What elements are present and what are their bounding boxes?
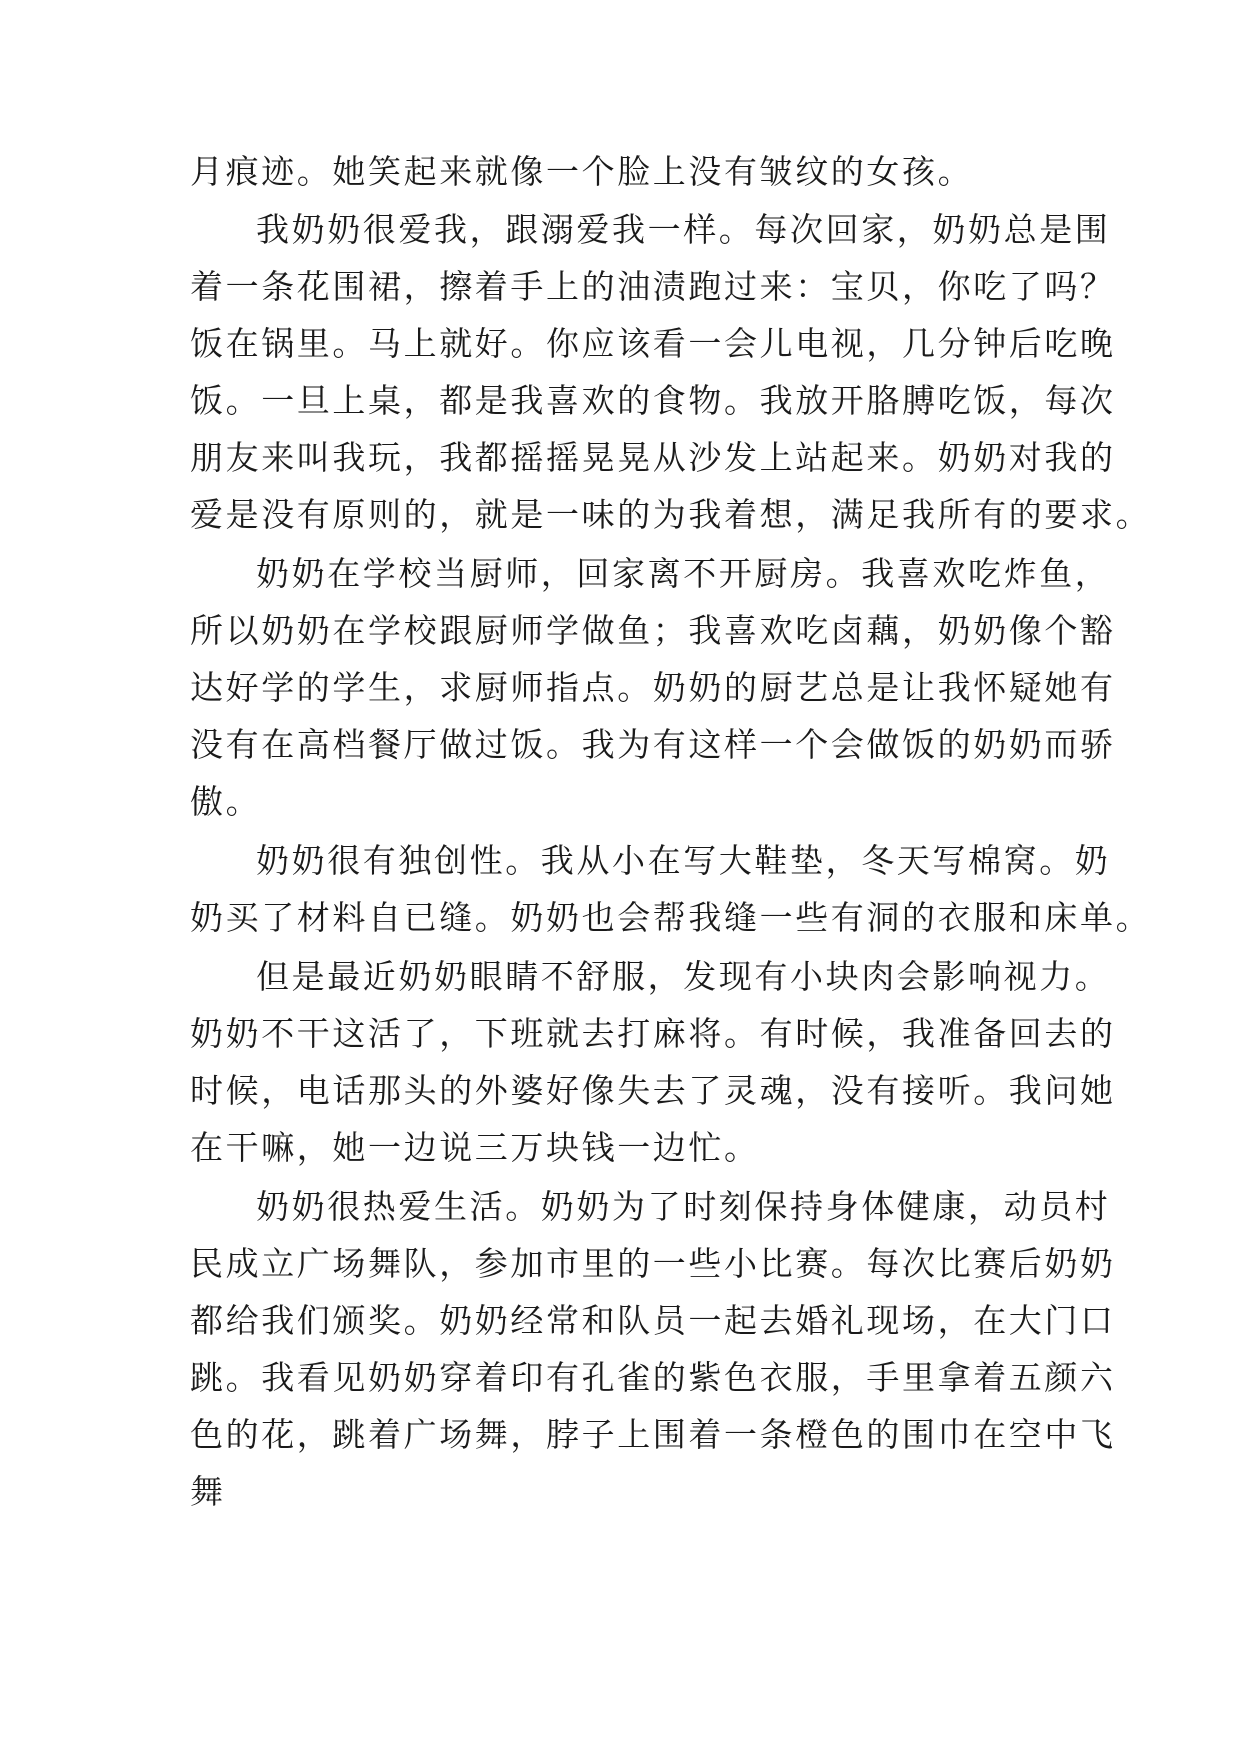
paragraph-start-line: 奶奶很有独创性。我从小在写大鞋垫，冬天写棉窝。奶 <box>256 841 1111 880</box>
text-line: 民成立广场舞队，参加市里的一些小比赛。每次比赛后奶奶 <box>190 1244 1116 1283</box>
text-line: 达好学的学生，求厨师指点。奶奶的厨艺总是让我怀疑她有 <box>190 668 1116 707</box>
paragraph-start-line: 奶奶很热爱生活。奶奶为了时刻保持身体健康，动员村 <box>256 1187 1111 1226</box>
paragraph-start-line: 奶奶在学校当厨师，回家离不开厨房。我喜欢吃炸鱼， <box>256 554 1111 593</box>
text-line: 饭在锅里。马上就好。你应该看一会儿电视，几分钟后吃晚 <box>190 324 1116 363</box>
text-line: 所以奶奶在学校跟厨师学做鱼；我喜欢吃卤藕，奶奶像个豁 <box>190 611 1116 650</box>
paragraph-start-line: 但是最近奶奶眼睛不舒服，发现有小块肉会影响视力。 <box>256 957 1111 996</box>
text-line: 着一条花围裙，擦着手上的油渍跑过来：宝贝，你吃了吗？ <box>190 267 1116 306</box>
text-line: 跳。我看见奶奶穿着印有孔雀的紫色衣服，手里拿着五颜六 <box>190 1358 1116 1397</box>
text-line: 饭。一旦上桌，都是我喜欢的食物。我放开胳膊吃饭，每次 <box>190 381 1116 420</box>
text-line: 色的花，跳着广场舞，脖子上围着一条橙色的围巾在空中飞 <box>190 1415 1116 1454</box>
text-line: 没有在高档餐厅做过饭。我为有这样一个会做饭的奶奶而骄 <box>190 725 1116 764</box>
text-line: 都给我们颁奖。奶奶经常和队员一起去婚礼现场，在大门口 <box>190 1301 1116 1340</box>
text-line: 在干嘛，她一边说三万块钱一边忙。 <box>190 1128 760 1167</box>
text-line: 舞 <box>190 1472 226 1511</box>
paragraph-start-line: 我奶奶很爱我，跟溺爱我一样。每次回家，奶奶总是围 <box>256 210 1111 249</box>
text-line: 朋友来叫我玩，我都摇摇晃晃从沙发上站起来。奶奶对我的 <box>190 438 1116 477</box>
text-line: 时候，电话那头的外婆好像失去了灵魂，没有接听。我问她 <box>190 1071 1116 1110</box>
text-line: 奶奶不干这活了，下班就去打麻将。有时候，我准备回去的 <box>190 1014 1116 1053</box>
text-line: 爱是没有原则的，就是一味的为我着想，满足我所有的要求。 <box>190 495 1152 534</box>
document-page <box>190 150 1152 1630</box>
text-line: 奶买了材料自已缝。奶奶也会帮我缝一些有洞的衣服和床单。 <box>190 898 1152 937</box>
text-line: 傲。 <box>190 782 262 821</box>
text-line: 月痕迹。她笑起来就像一个脸上没有皱纹的女孩。 <box>190 152 974 191</box>
